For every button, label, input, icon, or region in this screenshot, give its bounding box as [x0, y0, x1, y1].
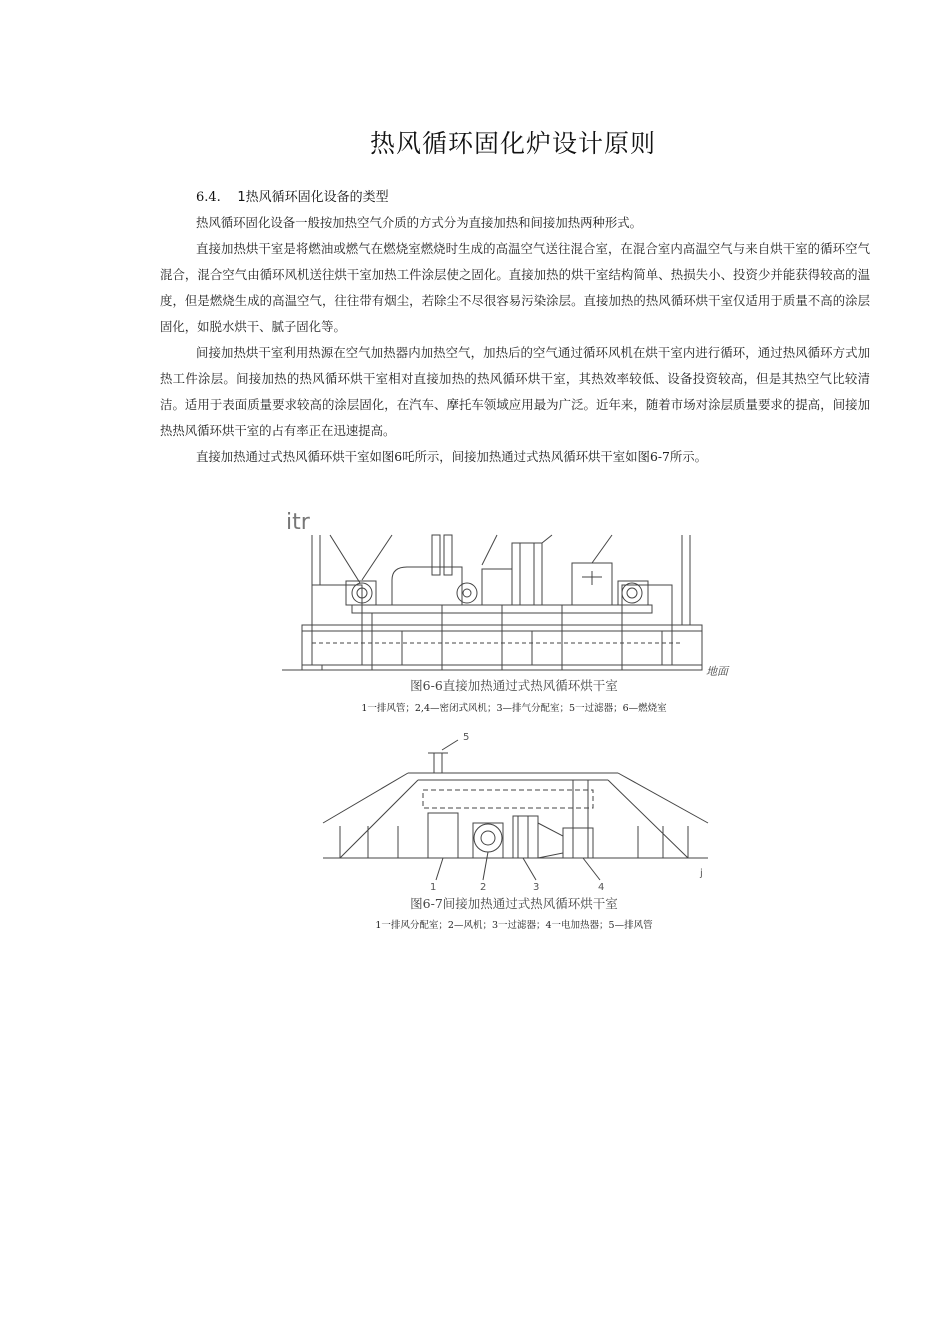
callout-2: 2	[480, 882, 487, 893]
callout-3: 3	[533, 882, 540, 893]
edge-mark: j	[700, 868, 703, 879]
figure-6-6-legend: 1一排风管；2,4—密闭式风机；3—排气分配室；5一过滤器；6—燃烧室	[361, 703, 667, 714]
figure-6-6-drawing	[282, 505, 742, 677]
callout-5: 5	[463, 732, 470, 743]
section-heading-text: 1热风循环固化设备的类型	[237, 190, 389, 205]
section-heading	[196, 186, 870, 205]
callout-4: 4	[598, 882, 605, 893]
figure-6-6-caption: 图6-6直接加热通过式热风循环烘干室	[410, 678, 618, 693]
paragraph-3: 间接加热烘干室利用热源在空气加热器内加热空气，加热后的空气通过循环风机在烘干室内进行循环，通过热风循环方式加热工件涂层。间接加热的热风循环烘干室相对直接加热的热风循环烘干室，其热效率较低、设备投资较高，但是其热空气比较清洁。适用于表面质量要求较高的涂层固化，在汽车、摩托车领域应用最为广泛。近年来，随着市场对涂层质量要求的提高，间接加热热风循环烘干室的占有率正在迅速提高。	[160, 345, 870, 438]
figure-6-7-caption: 图6-7间接加热通过式热风循环烘干室	[410, 896, 618, 911]
section-number: 6.4.	[196, 190, 221, 205]
page-title: 热风循环固化炉设计原则	[369, 129, 656, 158]
figure-6-7-drawing	[318, 728, 718, 893]
figure-6-7	[318, 728, 718, 897]
ground-label: 地面	[706, 665, 728, 677]
figure-corner-text: itr	[286, 510, 310, 535]
paragraph-1: 热风循环固化设备一般按加热空气介质的方式分为直接加热和间接加热两种形式。	[196, 215, 643, 230]
callout-1: 1	[430, 882, 437, 893]
paragraph-2: 直接加热烘干室是将燃油或燃气在燃烧室燃烧时生成的高温空气送往混合室，在混合室内高温空气与来自烘干室的循环空气混合，混合空气由循环风机送往烘干室加热工件涂层使之固化。直接加热的烘干室结构简单、热损失小、投资少并能获得较高的温度，但是燃烧生成的高温空气，往往带有烟尘，若除尘不尽很容易污染涂层。直接加热的热风循环烘干室仅适用于质量不高的涂层固化，如脱水烘干、腻子固化等。	[160, 241, 870, 334]
body-text	[160, 186, 870, 470]
figure-6-7-legend: 1一排风分配室；2—风机；3一过滤器；4一电加热器；5—排风管	[375, 920, 653, 931]
paragraph-4: 直接加热通过式热风循环烘干室如图6吒所示，间接加热通过式热风循环烘干室如图6-7所示。	[196, 449, 708, 464]
figure-6-6	[282, 505, 742, 681]
